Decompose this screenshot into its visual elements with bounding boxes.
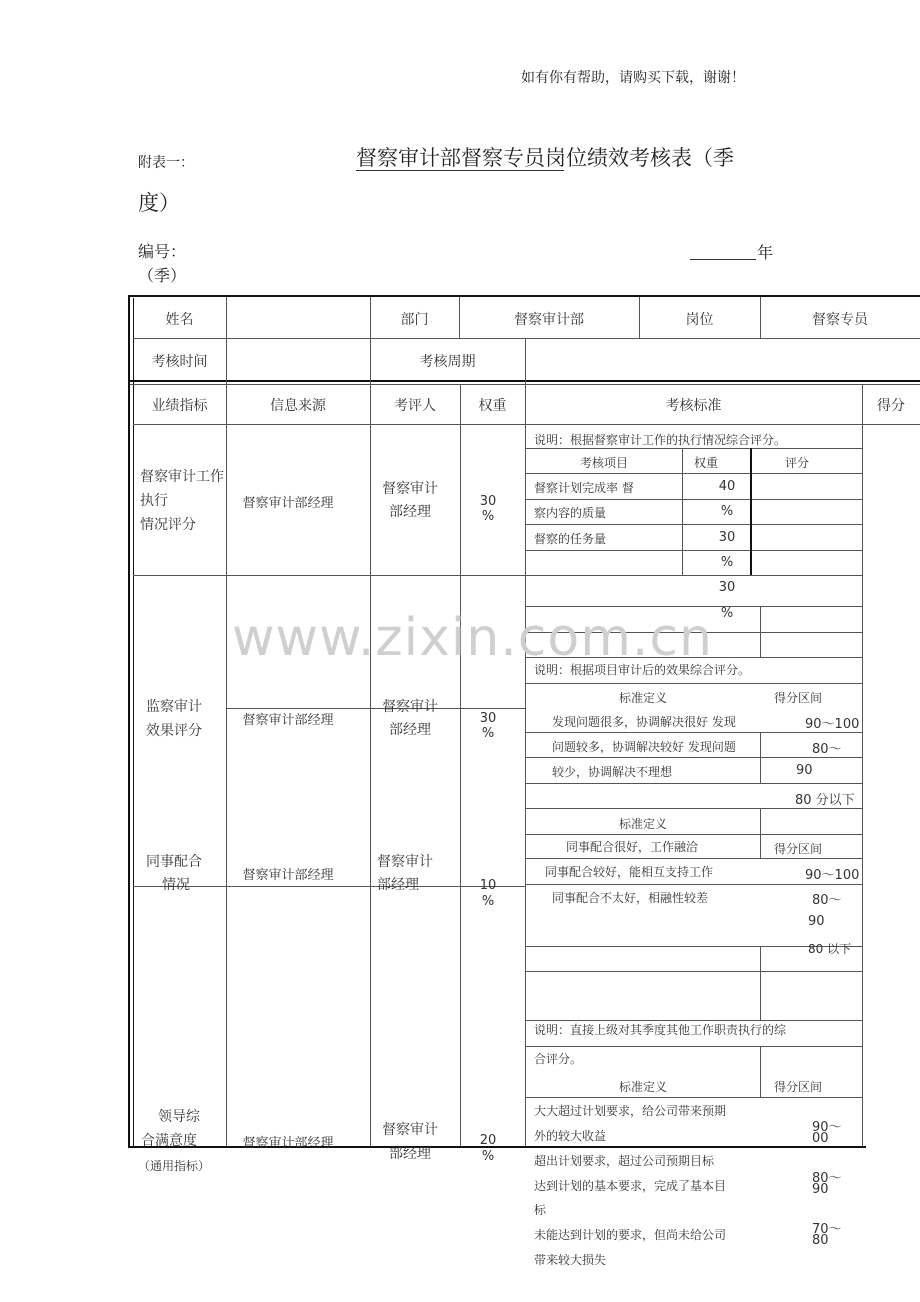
row2-def-2: 问题较多，协调解决较好 发现问题 [552, 740, 736, 754]
row4-assessor-1: 督察审计 [382, 1122, 438, 1138]
row1-sub-weight-1: 40 [718, 479, 736, 494]
row3-range-4: 80 以下 [808, 942, 852, 956]
dept-value: 督察审计部 [514, 312, 584, 328]
row2-range-2: 80～ [812, 742, 842, 757]
attachment-label: 附表一： [138, 155, 194, 171]
row1-sub-score-header: 评分 [784, 456, 809, 470]
row1-sub-item-header: 考核项目 [579, 456, 628, 470]
row3-assessor-1: 督察审计 [377, 854, 433, 870]
row4-def-2: 外的较大收益 [534, 1129, 607, 1143]
row2-weight-1: 30 [479, 711, 497, 726]
watermark: www.zixin.com.cn [232, 608, 713, 668]
row2-range-label: 得分区间 [773, 691, 822, 705]
row2-assessor-1: 督察审计 [382, 699, 438, 715]
row4-def-1: 大大超过计划要求，给公司带来预期 [534, 1104, 727, 1118]
row2-assessor-2: 部经理 [389, 722, 431, 738]
row1-sub-item-1: 督察计划完成率 督 [534, 481, 634, 495]
row3-range-label: 得分区间 [773, 842, 822, 856]
row4-note-1: 说明：直接上级对其季度其他工作职责执行的综 [534, 1023, 787, 1037]
top-note: 如有你有帮助，请购买下载，谢谢！ [521, 70, 745, 86]
row4-note-2: 合评分。 [534, 1052, 583, 1066]
col-assessor: 考评人 [394, 398, 436, 414]
row4-def-3: 超出计划要求，超过公司预期目标 [534, 1154, 715, 1168]
row4-source: 督察审计部经理 [242, 1136, 334, 1151]
row4-indicator-2: 合满意度 [141, 1133, 197, 1149]
serial-label: 编号： [138, 242, 187, 261]
row1-sub-weight-6: % [720, 606, 734, 621]
page-title: 督察审计部督察专员岗位绩效考核表（季 [356, 146, 734, 170]
row3-def-2: 同事配合较好，能相互支持工作 [545, 865, 714, 879]
row4-def-7: 带来较大损失 [534, 1253, 607, 1267]
assess-period-label: 考核周期 [419, 354, 476, 370]
row3-range-3: 90 [808, 914, 825, 929]
row3-indicator-2: 情况 [162, 877, 190, 893]
row3-def-3: 同事配合不太好，相融性较差 [552, 891, 709, 905]
name-label: 姓名 [165, 312, 194, 328]
post-label: 岗位 [685, 312, 714, 328]
row1-assessor-1: 督察审计 [382, 481, 438, 497]
row4-indicator-note: （通用指标） [138, 1159, 211, 1173]
row4-assessor-2: 部经理 [389, 1146, 431, 1162]
row2-std-label: 标准定义 [618, 691, 667, 705]
row1-note: 说明：根据督察审计工作的执行情况综合评分。 [534, 433, 787, 447]
row4-def-5: 标 [534, 1203, 547, 1217]
row1-sub-weight-5: 30 [718, 580, 736, 595]
row2-indicator-2: 效果评分 [146, 723, 202, 739]
row1-sub-weight-4: % [720, 555, 734, 570]
col-score: 得分 [877, 398, 905, 414]
row3-weight-1: 10 [479, 878, 497, 893]
post-value: 督察专员 [812, 312, 868, 328]
row4-range-6: 80 [812, 1233, 829, 1248]
row1-sub-weight-2: % [720, 504, 734, 519]
col-standard: 考核标准 [665, 398, 722, 414]
row4-range-2: 00 [812, 1131, 829, 1146]
row4-range-1: 90～ [812, 1120, 842, 1135]
row4-std-label: 标准定义 [618, 1080, 667, 1094]
title-underline [356, 170, 564, 171]
row4-range-3: 80～ [812, 1171, 842, 1186]
row2-range-3: 90 [796, 763, 813, 778]
row1-sub-item-3: 督察的任务量 [534, 532, 607, 546]
row4-indicator-1: 领导综 [158, 1109, 200, 1125]
row3-def-1: 同事配合很好，工作融洽 [566, 840, 699, 854]
season-label: （季） [138, 266, 187, 285]
col-indicator: 业绩指标 [151, 398, 208, 414]
name-field[interactable] [228, 300, 368, 336]
row3-std-label: 标准定义 [618, 817, 667, 831]
row3-range-2: 80～ [812, 893, 842, 908]
row3-indicator-1: 同事配合 [146, 854, 202, 870]
row2-def-3: 较少，协调解决不理想 [552, 765, 673, 779]
row3-source: 督察审计部经理 [242, 868, 334, 883]
dept-label: 部门 [400, 312, 429, 328]
row1-source: 督察审计部经理 [242, 496, 334, 511]
row1-weight-1: 30 [479, 494, 497, 509]
row2-source: 督察审计部经理 [242, 713, 334, 728]
row2-def-1: 发现问题很多，协调解决很好 发现 [552, 715, 736, 729]
col-source: 信息来源 [270, 398, 326, 414]
row4-range-label: 得分区间 [773, 1080, 822, 1094]
assess-time-field[interactable] [228, 341, 368, 378]
row2-range-1: 90～100 [805, 717, 860, 732]
year-label: 年 [757, 243, 774, 262]
assess-period-field[interactable] [527, 341, 917, 378]
row3-weight-2: % [481, 894, 495, 909]
row4-def-4: 达到计划的基本要求，完成了基本目 [534, 1179, 727, 1193]
assess-time-label: 考核时间 [151, 354, 208, 370]
row1-indicator-1: 督察审计工作 [140, 469, 224, 485]
year-underline [690, 259, 756, 260]
row4-range-4: 90 [812, 1182, 829, 1197]
row1-sub-weight-3: 30 [718, 530, 736, 545]
row3-assessor-2: 部经理 [377, 877, 419, 893]
row3-range-1: 90～100 [805, 868, 860, 883]
row1-assessor-2: 部经理 [389, 504, 431, 520]
col-weight: 权重 [478, 398, 507, 414]
row4-range-5: 70～ [812, 1222, 842, 1237]
row1-weight-2: % [481, 509, 495, 524]
row4-weight-1: 20 [479, 1133, 497, 1148]
row2-note: 说明：根据项目审计后的效果综合评分。 [534, 663, 751, 677]
row2-weight-2: % [481, 726, 495, 741]
page-title-continued: 度） [138, 191, 180, 215]
row4-weight-2: % [481, 1149, 495, 1164]
row1-sub-item-2: 察内容的质量 [534, 506, 607, 520]
row1-indicator-3: 情况评分 [140, 517, 196, 533]
row4-def-6: 未能达到计划的要求，但尚未给公司 [534, 1228, 727, 1242]
row2-range-4: 80 分以下 [795, 793, 855, 808]
row2-indicator-1: 监察审计 [146, 699, 202, 715]
row1-indicator-2: 执行 [140, 493, 168, 509]
row1-sub-weight-header: 权重 [693, 456, 718, 470]
